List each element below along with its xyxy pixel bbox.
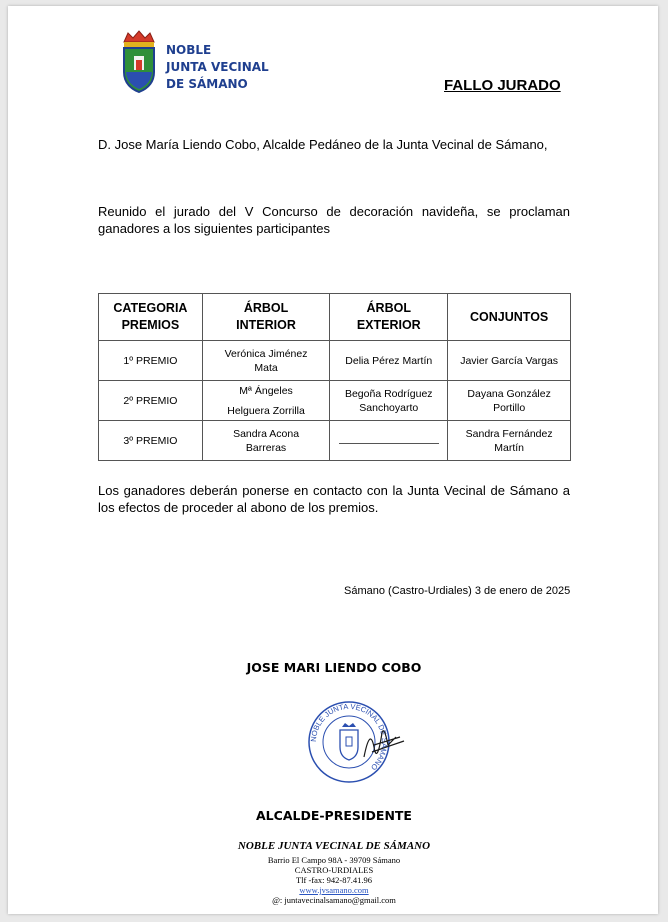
premio-cell: 3º PREMIO: [99, 421, 203, 461]
closing-paragraph: Los ganadores deberán ponerse en contacto con la Junta Vecinal de Sámano a los efectos de proceder al abono de los premios.: [98, 483, 570, 515]
document-title: FALLO JURADO: [444, 77, 561, 94]
org-line-1: NOBLE: [166, 43, 212, 57]
empty-entry-line: [339, 443, 439, 444]
header-interior-line2: INTERIOR: [236, 318, 296, 332]
header-exterior-line2: EXTERIOR: [356, 318, 421, 332]
exterior-cell: [330, 341, 448, 381]
header-conjuntos: CONJUNTOS: [448, 294, 571, 341]
exterior-cell: [330, 421, 448, 461]
interior-name-line2: Mata: [254, 361, 278, 374]
footer-org: NOBLE JUNTA VECINAL DE SÁMANO: [237, 840, 431, 852]
interior-cell: [202, 381, 329, 421]
intro-paragraph: D. Jose María Liendo Cobo, Alcalde Pedáneo de la Junta Vecinal de Sámano,: [98, 137, 548, 152]
official-stamp: [304, 697, 414, 787]
exterior-name-line1: Delia Pérez Martín: [345, 354, 433, 367]
signer-title: ALCALDE-PRESIDENTE: [256, 808, 412, 823]
exterior-name-line2: Sanchoyarto: [359, 401, 419, 414]
footer-email: @: juntavecinalsamano@gmail.com: [272, 895, 396, 905]
header-interior: [202, 294, 329, 341]
coat-of-arms-logo: [118, 28, 160, 98]
org-line-2: JUNTA VECINAL: [166, 60, 269, 74]
conjuntos-name-line1: Dayana González: [467, 387, 551, 400]
header-exterior: [330, 294, 448, 341]
interior-cell: [202, 421, 329, 461]
footer-address: Barrio El Campo 98A - 39709 Sámano: [267, 855, 401, 865]
interior-name-line2: Helguera Zorrilla: [227, 404, 305, 417]
interior-name-line1: Sandra Acona: [233, 427, 300, 440]
table-row: [99, 381, 571, 421]
stamp-text: NOBLE JUNTA VECINAL DE SÁMANO: [308, 701, 390, 773]
exterior-cell: [330, 381, 448, 421]
premio-cell: 1º PREMIO: [99, 341, 203, 381]
table-row: [99, 341, 571, 381]
table-header-row: [99, 294, 571, 341]
org-line-3: DE SÁMANO: [166, 77, 248, 91]
document-date: Sámano (Castro-Urdiales) 3 de enero de 2025: [344, 585, 571, 597]
organization-name: [166, 42, 269, 93]
table-row: [99, 421, 571, 461]
header-exterior-line1: ÁRBOL: [366, 301, 411, 315]
conjuntos-name-line1: Javier García Vargas: [460, 354, 559, 367]
interior-name-line2: Barreras: [245, 441, 287, 454]
header-category-line1: CATEGORIA: [113, 301, 188, 315]
conjuntos-cell: [448, 341, 571, 381]
header-category: [99, 294, 203, 341]
footer-web-link[interactable]: www.jvsamano.com: [299, 885, 369, 895]
signer-name: JOSE MARI LIENDO COBO: [246, 660, 422, 675]
header-category-line2: PREMIOS: [121, 318, 180, 332]
exterior-name-line1: Begoña Rodríguez: [344, 387, 433, 400]
interior-name-line1: Mª Ángeles: [239, 384, 293, 397]
conjuntos-cell: [448, 381, 571, 421]
premio-cell: 2º PREMIO: [99, 381, 203, 421]
interior-cell: [202, 341, 329, 381]
conjuntos-cell: [448, 421, 571, 461]
footer-phone: Tlf -fax: 942-87.41.96: [295, 875, 372, 885]
jury-paragraph: Reunido el jurado del V Concurso de decoración navideña, se proclaman ganadores a los siguientes participantes: [98, 204, 570, 236]
conjuntos-name-line2: Portillo: [493, 401, 526, 414]
results-table: [98, 293, 571, 461]
interior-name-line1: Verónica Jiménez: [224, 347, 308, 360]
header-interior-line1: ÁRBOL: [243, 301, 289, 315]
conjuntos-name-line2: Martín: [494, 441, 525, 454]
footer-city: CASTRO-URDIALES: [294, 865, 374, 875]
conjuntos-name-line1: Sandra Fernández: [465, 427, 553, 440]
